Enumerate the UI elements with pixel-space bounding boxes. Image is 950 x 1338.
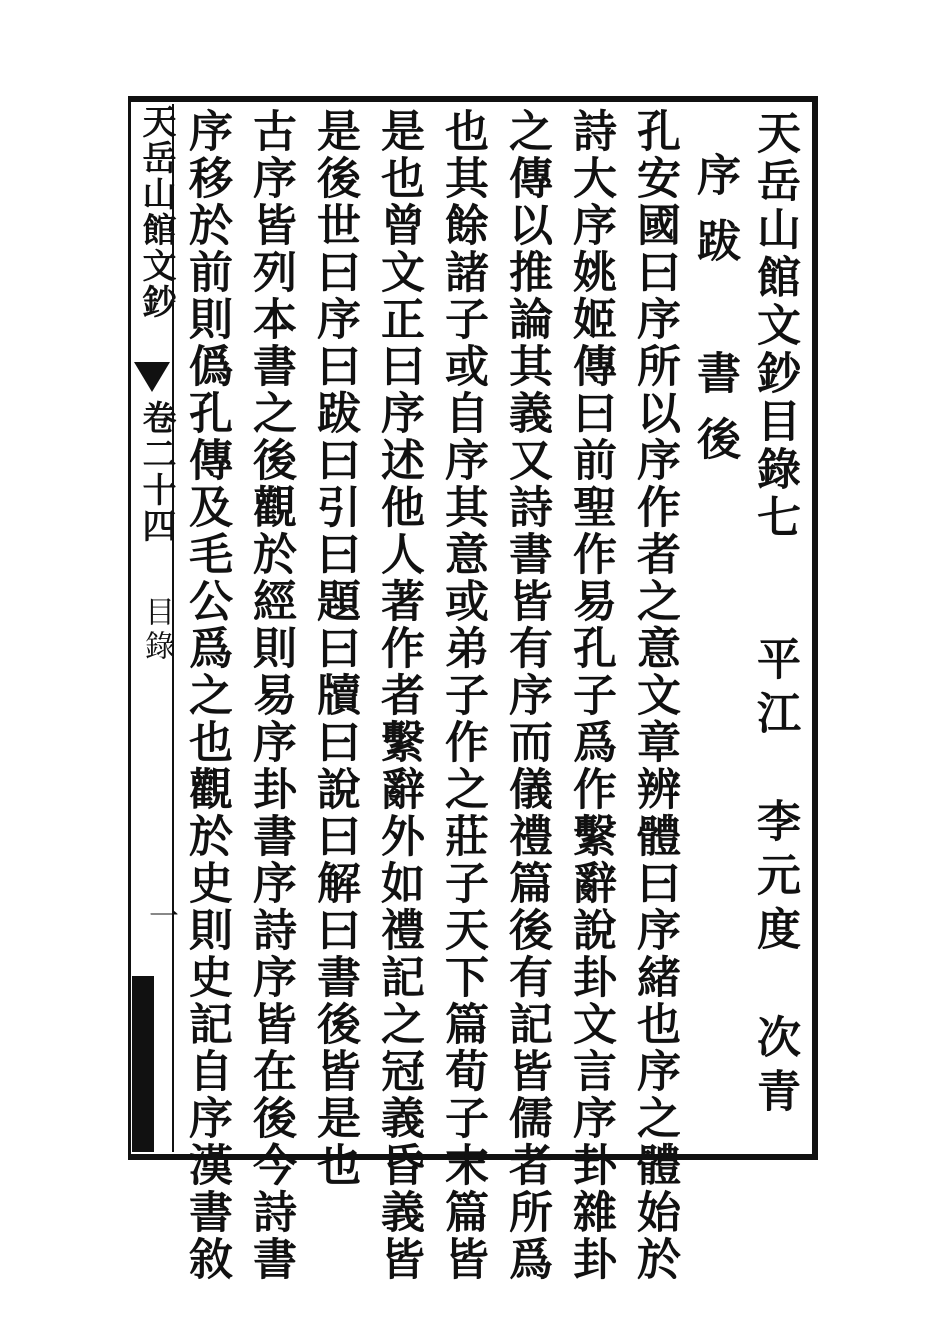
author-line: 平江 李元度 次青 [749,636,800,1122]
page-title: 天岳山館文鈔目錄七 [749,110,800,542]
body-column-1: 孔安國曰序所以序作者之意文章辨體曰序緒也序之體始於 [629,108,680,1283]
body-column-8: 序移於前則僞孔傳及毛公爲之也觀於史則史記自序漢書敘 [181,108,232,1283]
body-column-4: 也其餘諸子或自序其意或弟子作之莊子天下篇荀子末篇皆 [437,108,488,1283]
body-column-7: 古序皆列本書之後觀於經則易序卦書序詩序皆在後今詩書 [245,108,296,1283]
margin-page-number: 一 [143,900,178,930]
margin-volume: 卷二十四 [136,400,176,544]
body-column-5: 是也曾文正曰序述他人著作者繫辭外如禮記之冠義昏義皆 [373,108,424,1283]
body-column-2: 詩大序姚姬傳曰前聖作易孔子爲作繫辭說卦文言序卦雜卦 [565,108,616,1283]
body-column-6: 是後世曰序曰跋曰引曰題曰牘曰說曰解曰書後皆是也 [309,108,360,1189]
margin-black-block [132,976,154,1152]
section-heading: 序跋 書後 [689,152,740,482]
margin-book-title: 天岳山館文鈔 [136,104,176,320]
fish-tail-mark [134,362,170,392]
margin-section: 目錄 [139,596,174,664]
body-column-3: 之傳以推論其義又詩書皆有序而儀禮篇後有記皆儒者所爲 [501,108,552,1283]
